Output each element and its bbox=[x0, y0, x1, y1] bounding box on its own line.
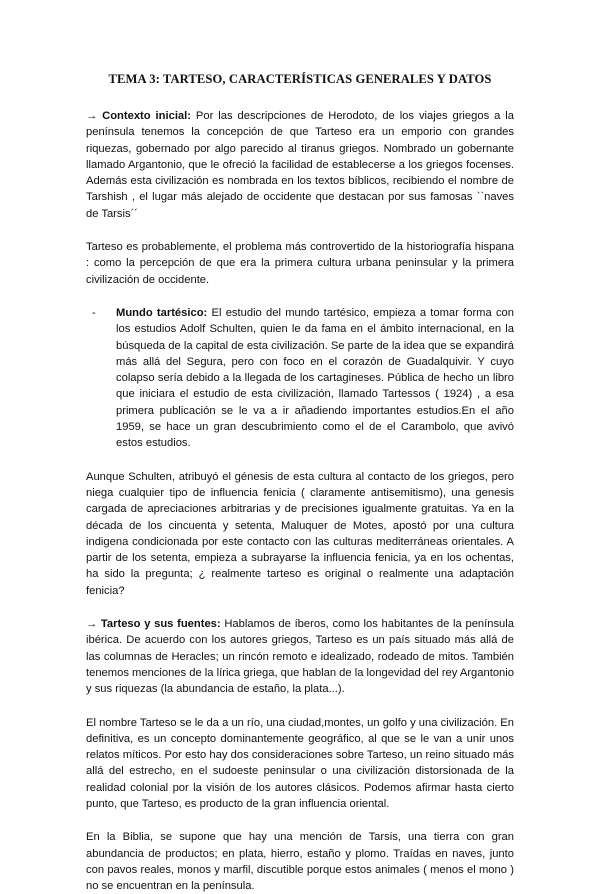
heading-mundo: Mundo tartésico: bbox=[116, 306, 208, 319]
text-mundo: El estudio del mundo tartésico, empieza a tomar forma con los estudios Adolf Schulten, quien le da fama en el ámbito internacional, en la búsqueda de la capital de esta civilización. Se parte de la idea que se expandirá más allá del Segura, pero con foco en el corazón de Guadalquivir. Y cuyo colapso sería debido a la llegada de los cartagineses. Pública de hecho un libro que iniciara el estudio de esta civilización, llamado Tartessos ( 1924) , a esa primera publicación se le va a ir añadiendo importantes estudios.En el año 1959, se hace un gran descubrimiento como el de el Carambolo, que avivó estos estudios. bbox=[116, 306, 515, 450]
paragraph-biblia: En la Biblia, se supone que hay una mención de Tarsis, una tierra con gran abundancia de productos; en plata, hierro, estaño y plomo. Traídas en naves, junto con pavos reales, monos y marfil, discutible porque estos animales ( menos el mono ) no se encuentran en la península. bbox=[86, 831, 514, 893]
heading-contexto: → Contexto inicial: bbox=[86, 110, 191, 122]
text-contexto: Por las descripciones de Herodoto, de los viajes griegos a la península tenemos la concepción de que Tarteso era un emporio con grandes riquezas, gobernado por algo parecido al tiranus griegos. Nombrado un gobernante llamado Argantonio, que le ofreció la facilidad de establecerse a los griegos focenses. Además esta civilización es nombrada en los textos bíblicos, recibiendo el nombre de Tarshish , el lugar más alejado de occidente que destacan por sus famosas ``naves de Tarsis´´ bbox=[86, 110, 514, 220]
paragraph-mundo bbox=[116, 305, 514, 452]
paragraph-problema: Tarteso es probablemente, el problema más controvertido de la historiografía hispana : como la percepción de que era la primera cultura urbana peninsular y la primera civilización de occidente. bbox=[86, 241, 514, 286]
bullet-mundo bbox=[86, 305, 514, 452]
heading-fuentes: → Tarteso y sus fuentes: bbox=[86, 618, 221, 631]
paragraph-contexto bbox=[86, 108, 514, 222]
paragraph-nombre: El nombre Tarteso se le da a un río, una ciudad,montes, un golfo y una civilización. En definitiva, es un concepto dominantemente geográfico, al que se le van a unir unos relatos míticos. Por esto hay dos consideraciones sobre Tarteso, un reino situado más allá del estrecho, en el sudoeste peninsular o una civilización distorsionada de la realidad colonial por la visión de los autores clásicos. Podemos afirmar hasta cierto punto, que Tarteso, es producto de la gran influencia oriental. bbox=[86, 716, 514, 810]
bullet-dash: - bbox=[92, 306, 96, 319]
text-fuentes: Hablamos de íberos, como los habitantes de la península ibérica. De acuerdo con los autores griegos, Tarteso es un país situado más allá de las columnas de Heracles; un rincón remoto e idealizado, rodeado de mitos. También tenemos menciones de la lírica griega, que hablan de la longevidad del rey Argantonio y sus riquezas (la abundancia de estaño, la plata...). bbox=[86, 618, 514, 696]
paragraph-schulten: Aunque Schulten, atribuyó el génesis de esta cultura al contacto de los griegos, pero niega cualquier tipo de influencia fenicia ( claramente antisemitismo), una genesis cargada de apreciaciones arbitrarias y de precisiones igualmente gratuitas. Ya en la década de los cincuenta y setenta, Maluquer de Motes, apostó por una cultura indigena condicionada por este contacto con las culturas mediterráneas orientales. A partir de los setenta, empieza a subrayarse la influencia fenicia, ya en los ochentas, ha sido la pregunta; ¿ realmente tarteso es original o realmente una adaptación fenicia? bbox=[86, 470, 514, 597]
page-title: TEMA 3: TARTESO, CARACTERÍSTICAS GENERALES Y DATOS bbox=[108, 72, 492, 86]
paragraph-fuentes bbox=[86, 616, 514, 697]
